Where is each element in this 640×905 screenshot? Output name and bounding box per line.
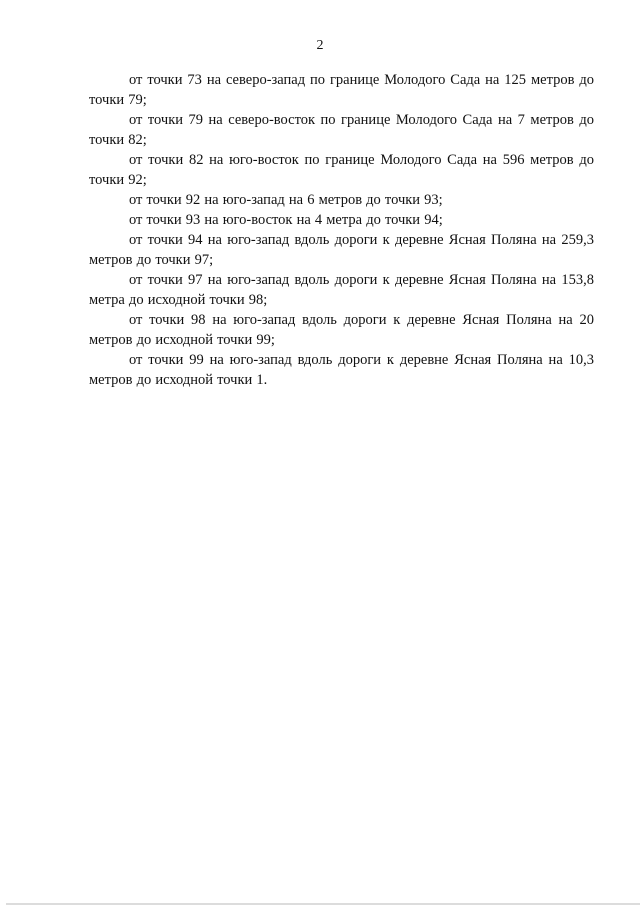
boundary-paragraph: от точки 98 на юго-запад вдоль дороги к деревне Ясная Поляна на 20 метров до исходной точки 99; xyxy=(89,312,594,348)
boundary-paragraph: от точки 73 на северо-запад по границе Молодого Сада на 125 метров до точки 79; xyxy=(89,72,594,108)
boundary-paragraph: от точки 82 на юго-восток по границе Молодого Сада на 596 метров до точки 92; xyxy=(89,152,594,188)
boundary-paragraph: от точки 94 на юго-запад вдоль дороги к деревне Ясная Поляна на 259,3 метров до точки 97; xyxy=(89,232,594,268)
page-number: 2 xyxy=(316,38,324,53)
boundary-paragraph: от точки 93 на юго-восток на 4 метра до точки 94; xyxy=(129,212,443,228)
document-body xyxy=(89,70,594,390)
boundary-paragraph: от точки 79 на северо-восток по границе Молодого Сада на 7 метров до точки 82; xyxy=(89,112,594,148)
boundary-paragraph: от точки 99 на юго-запад вдоль дороги к деревне Ясная Поляна на 10,3 метров до исходной точки 1. xyxy=(89,352,594,388)
boundary-paragraph: от точки 92 на юго-запад на 6 метров до точки 93; xyxy=(129,192,443,208)
boundary-paragraph: от точки 97 на юго-запад вдоль дороги к деревне Ясная Поляна на 153,8 метра до исходной точки 98; xyxy=(89,272,594,308)
